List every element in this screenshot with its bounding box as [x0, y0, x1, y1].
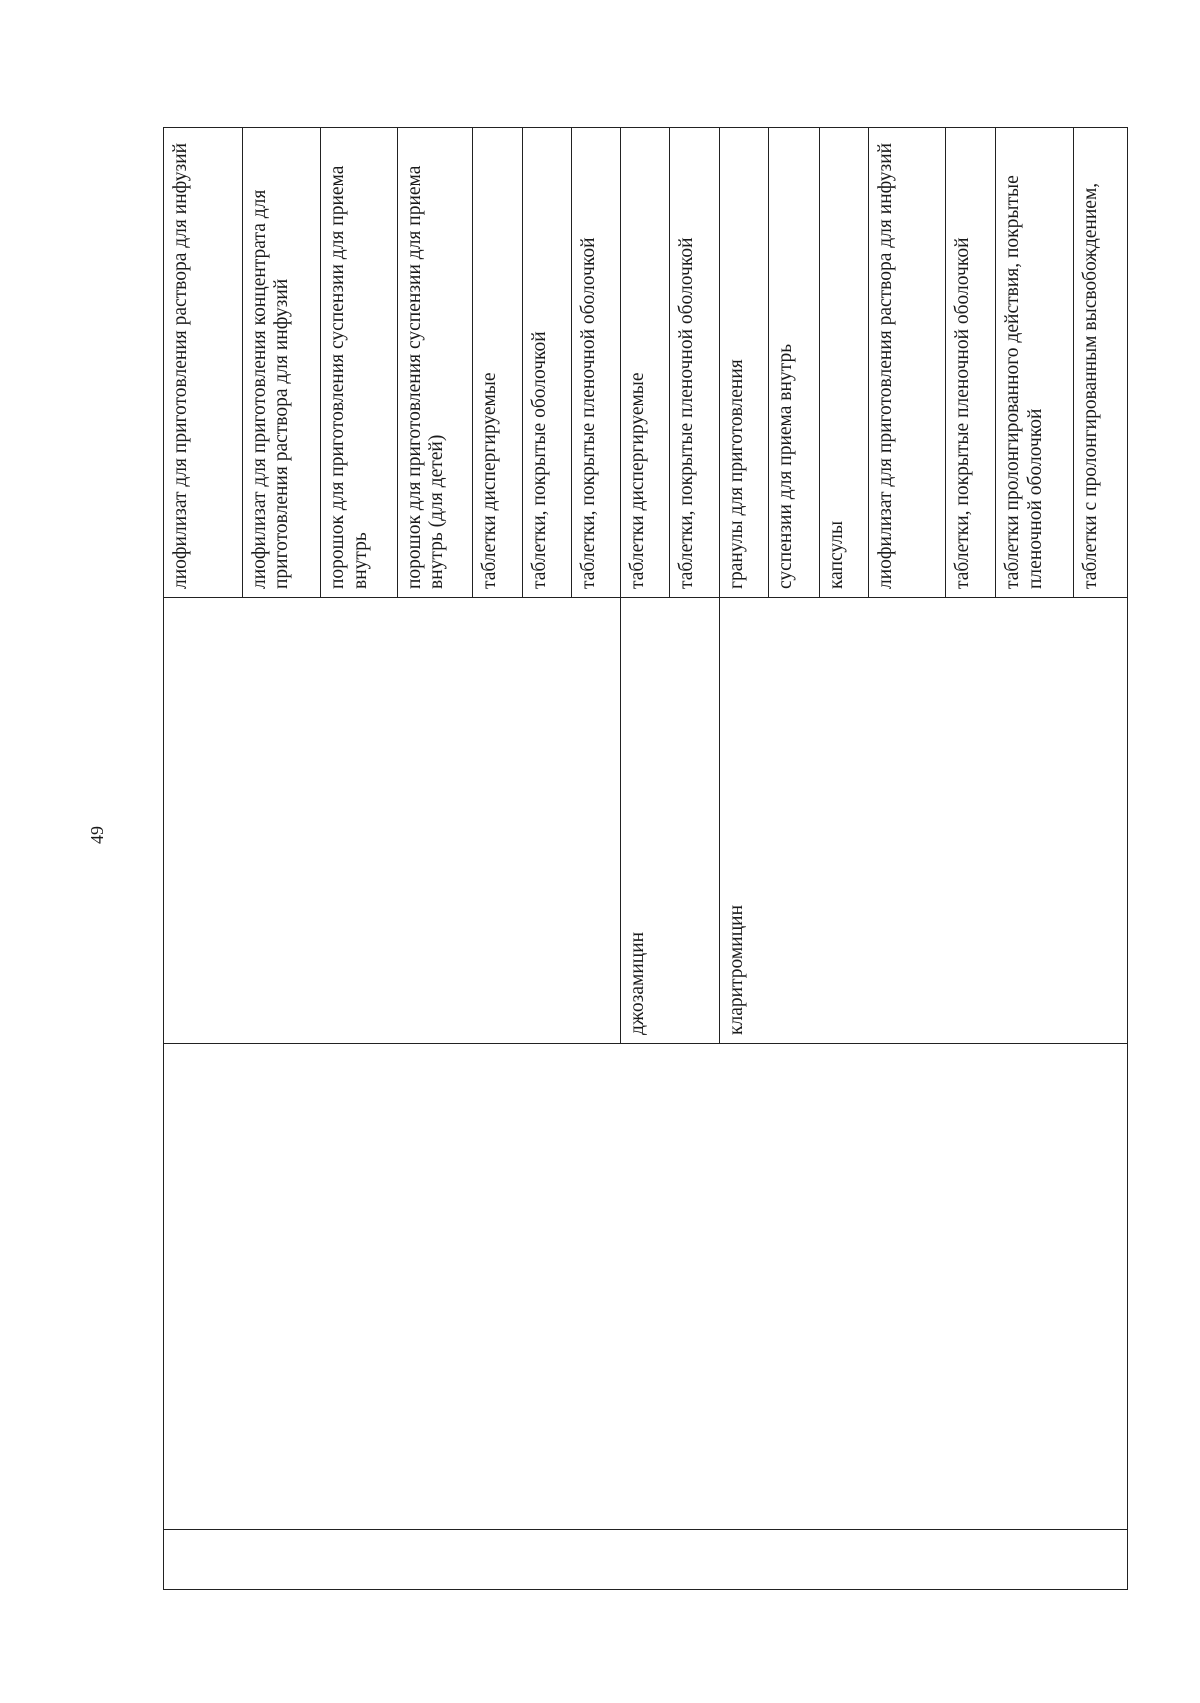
dosage-form-cell: таблетки диспергируемые — [473, 128, 523, 598]
dosage-form-cell: таблетки с пролонгированным высвобождением, — [1074, 128, 1128, 598]
drug-table-area — [163, 128, 1128, 1590]
dosage-form-cell: таблетки, покрытые пленочной оболочкой — [670, 128, 720, 598]
drug-name-cell: кларитромицин — [719, 598, 1127, 1044]
drug-name-cell: джозамицин — [620, 598, 719, 1044]
dosage-form-cell: порошок для приготовления суспензии для приема внутрь — [321, 128, 397, 598]
drug-name-cell — [164, 598, 621, 1044]
dosage-form-cell: таблетки, покрытые пленочной оболочкой — [572, 128, 620, 598]
drug-table — [163, 127, 1128, 1590]
dosage-form-cell: порошок для приготовления суспензии для приема внутрь (для детей) — [397, 128, 472, 598]
dosage-form-cell: суспензии для приема внутрь — [769, 128, 820, 598]
dosage-form-cell: лиофилизат для приготовления раствора для инфузий — [164, 128, 243, 598]
dosage-form-cell: таблетки диспергируемые — [620, 128, 670, 598]
drug-table-rotated — [163, 128, 1128, 1590]
dosage-form-cell: таблетки, покрытые пленочной оболочкой — [945, 128, 996, 598]
table-row — [164, 128, 243, 1590]
dosage-form-cell: таблетки пролонгированного действия, покрытые пленочной оболочкой — [996, 128, 1074, 598]
dosage-form-cell: гранулы для приготовления — [719, 128, 769, 598]
group-column-cell — [164, 1044, 1128, 1530]
dosage-form-cell: капсулы — [819, 128, 869, 598]
dosage-form-cell: таблетки, покрытые оболочкой — [522, 128, 572, 598]
dosage-form-cell: лиофилизат для приготовления концентрата для приготовления раствора для инфузий — [242, 128, 321, 598]
dosage-form-cell: лиофилизат для приготовления раствора для инфузий — [869, 128, 945, 598]
code-column-cell — [164, 1530, 1128, 1590]
page-number: 49 — [86, 826, 107, 844]
